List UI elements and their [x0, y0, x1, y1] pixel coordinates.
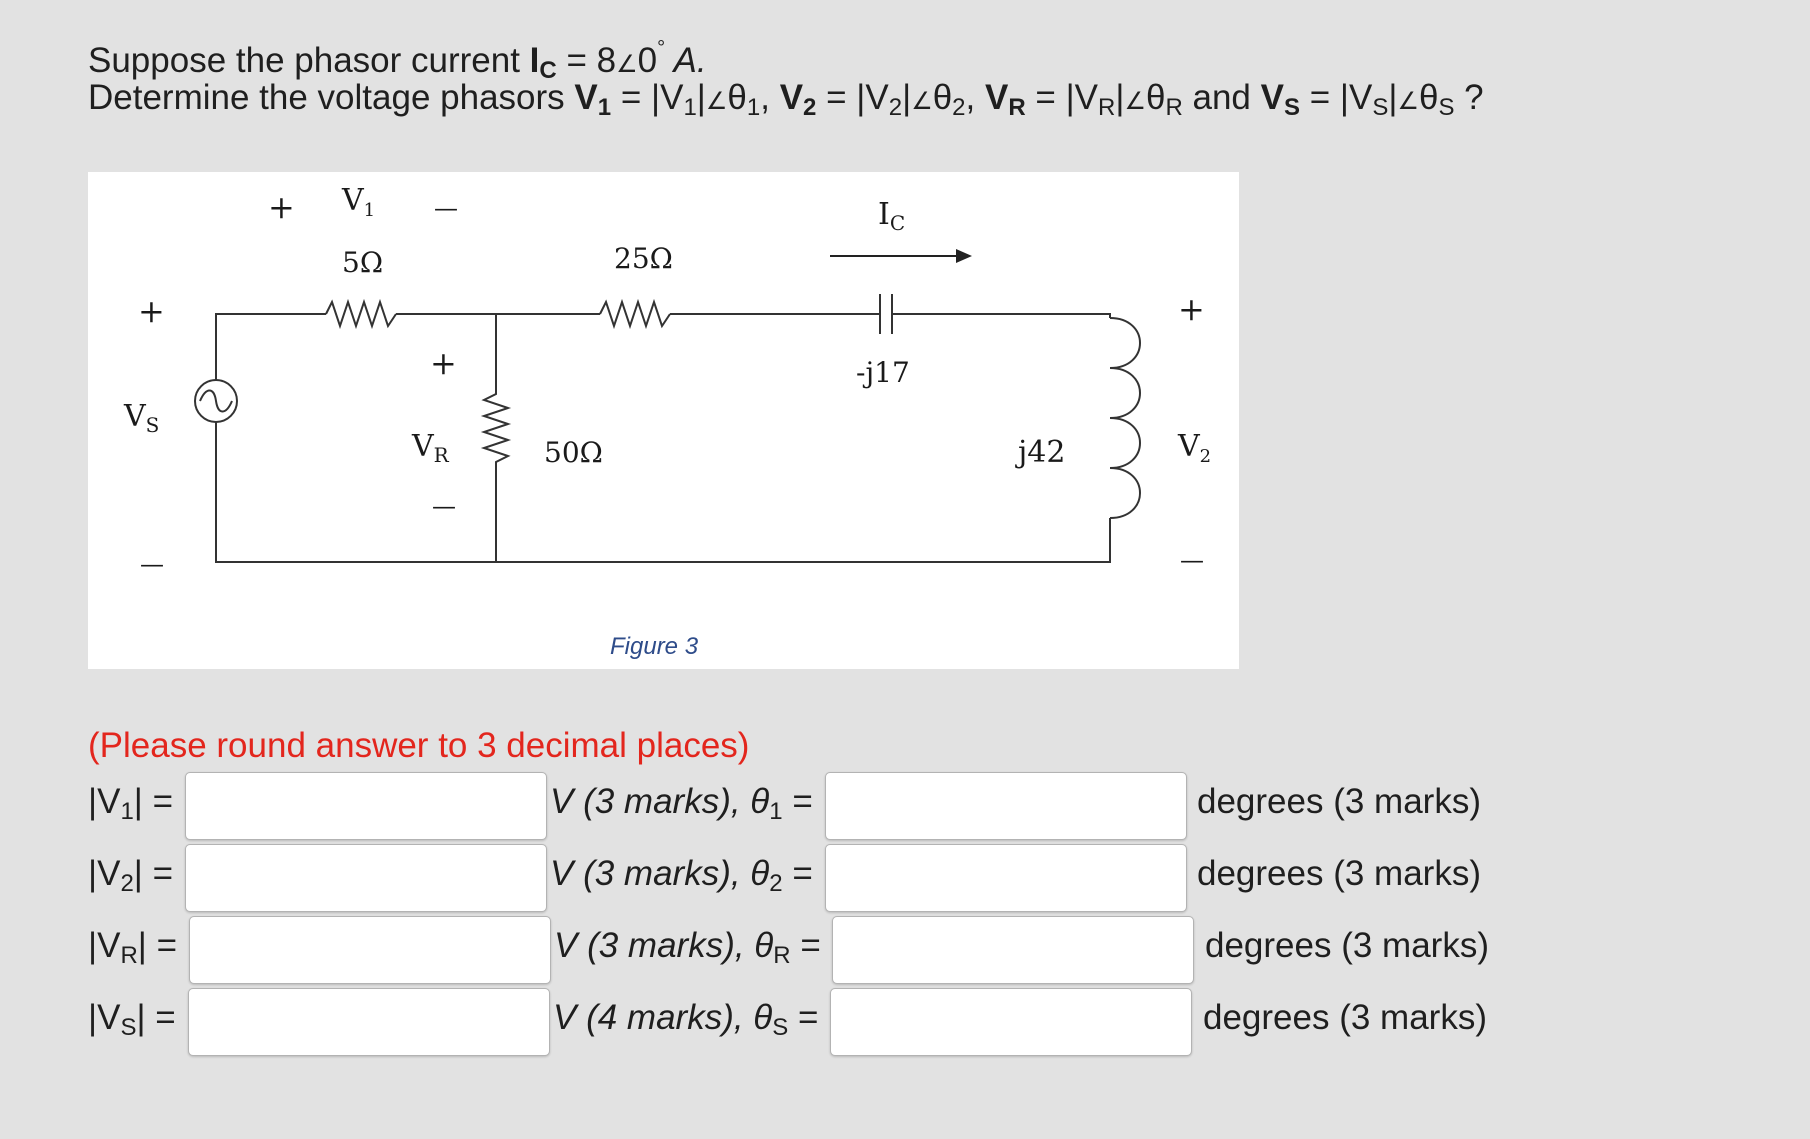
v1-theta: θ: [727, 78, 747, 117]
vs-label: [123, 399, 159, 437]
unit-eq: =: [782, 854, 813, 893]
unit-prefix: V (3 marks), θ: [550, 782, 770, 821]
unit-eq: =: [788, 998, 819, 1037]
vs-symbol-sub: S: [1284, 94, 1301, 121]
unit-text: A.: [665, 41, 707, 80]
vr-label-sub: R: [433, 443, 449, 467]
label-close: | =: [137, 926, 178, 965]
vr-magnitude-input[interactable]: [189, 916, 551, 984]
ic-label: [878, 197, 905, 235]
v2-theta: θ: [932, 78, 953, 117]
vr-symbol: V: [984, 78, 1009, 117]
v1-label-main: V: [342, 183, 364, 218]
angle-symbol: ∠: [911, 88, 933, 115]
theta1-degrees-label: degrees (3 marks): [1197, 782, 1481, 821]
label-sub: 2: [120, 870, 134, 897]
resistor-25-ohm-symbol: [600, 302, 670, 326]
vs-theta: θ: [1418, 78, 1439, 117]
vs-unit-label: [553, 998, 818, 1042]
vs-magnitude-input[interactable]: [188, 988, 550, 1056]
r2-label: 25Ω: [614, 242, 673, 275]
label-sub: 1: [120, 798, 134, 825]
thetar-degrees-label: degrees (3 marks): [1205, 926, 1489, 965]
vr-mag-sub: R: [1098, 94, 1116, 121]
vr-label-main: V: [412, 429, 434, 464]
theta-sub: S: [772, 1014, 789, 1041]
vr-eq: = |V: [1025, 78, 1099, 117]
question-end: ?: [1454, 78, 1484, 117]
unit-prefix: V (3 marks), θ: [550, 854, 770, 893]
circuit-figure: [88, 172, 1239, 669]
unit-eq: =: [790, 926, 821, 965]
v1-magnitude-label: [88, 782, 173, 826]
current-symbol: I: [529, 41, 540, 80]
vs-theta-sub: S: [1438, 94, 1455, 121]
question-text: Determine the voltage phasors: [88, 78, 575, 117]
theta1-input[interactable]: [825, 772, 1187, 840]
vs-minus-sign: —: [140, 550, 164, 578]
ic-label-main: I: [878, 197, 890, 232]
resistor-5-ohm-symbol: [326, 302, 396, 326]
v2-plus-sign: +: [1178, 290, 1205, 328]
label-sub: R: [120, 942, 138, 969]
equals-text: = 8: [556, 41, 617, 80]
vs-magnitude-label: [88, 998, 176, 1042]
angle-symbol: ∠: [616, 51, 638, 78]
rounding-instruction: (Please round answer to 3 decimal places): [88, 726, 750, 765]
separator: ,: [760, 78, 780, 117]
vs-symbol: V: [1260, 78, 1284, 117]
vs-label-main: V: [124, 399, 146, 434]
label-sub: S: [120, 1014, 137, 1041]
vr-magnitude-label: [88, 926, 177, 970]
wire-bottom: [216, 422, 1110, 562]
label-open: |V: [88, 926, 121, 965]
thetar-input[interactable]: [832, 916, 1194, 984]
vr-unit-label: [554, 926, 821, 970]
v2-magnitude-label: [88, 854, 173, 898]
v1-magnitude-input[interactable]: [185, 772, 547, 840]
label-close: | =: [133, 782, 174, 821]
v2-eq: = |V: [816, 78, 889, 117]
v2-label-sub: 2: [1199, 446, 1212, 467]
vr-plus-sign: +: [430, 344, 457, 382]
v2-magnitude-input[interactable]: [185, 844, 547, 912]
capacitor-symbol: [880, 294, 892, 334]
vs-label-sub: S: [145, 413, 160, 437]
r1-label: 5Ω: [342, 246, 384, 279]
unit-prefix: V (4 marks), θ: [553, 998, 773, 1037]
capacitor-label: -j17: [856, 356, 910, 389]
v2-symbol: V: [779, 78, 804, 117]
r3-label: 50Ω: [544, 436, 603, 469]
theta-sub: 2: [769, 870, 783, 897]
v1-plus-sign: +: [268, 188, 295, 226]
v1-label: [341, 183, 375, 221]
theta2-input[interactable]: [825, 844, 1187, 912]
v2-symbol-sub: 2: [803, 94, 817, 121]
vr-theta: θ: [1145, 78, 1166, 117]
vr-label: [411, 429, 450, 467]
degree-symbol: °: [657, 37, 666, 59]
wire-left-top: [216, 314, 326, 380]
vr-symbol-sub: R: [1008, 94, 1026, 121]
v2-unit-label: [550, 854, 813, 898]
circuit-wires: [216, 294, 1140, 562]
separator: ,: [965, 78, 985, 117]
question-line-2: [88, 78, 1484, 128]
vr-minus-sign: —: [432, 492, 456, 520]
thetas-input[interactable]: [830, 988, 1192, 1056]
vr-mid: |: [1115, 78, 1125, 117]
label-close: | =: [136, 998, 176, 1037]
v1-label-sub: 1: [363, 200, 376, 221]
v2-minus-sign: —: [1180, 546, 1204, 574]
question-text: Suppose the phasor current: [88, 41, 530, 80]
figure-caption: Figure 3: [610, 633, 699, 660]
v1-theta-sub: 1: [746, 94, 761, 121]
vs-eq: = |V: [1300, 78, 1373, 117]
v1-mid: |: [696, 78, 706, 117]
label-open: |V: [88, 998, 121, 1037]
v2-mag-sub: 2: [888, 94, 903, 121]
v1-mag-sub: 1: [683, 94, 697, 121]
inductor-symbol: [1110, 318, 1140, 518]
inductor-label: j42: [1018, 435, 1066, 470]
v2-label-main: V: [1178, 429, 1200, 464]
label-close: | =: [133, 854, 174, 893]
angle-symbol: ∠: [705, 88, 728, 115]
v1-eq: = |V: [611, 78, 684, 117]
sine-wave-icon: [200, 391, 232, 412]
theta-sub: 1: [769, 798, 783, 825]
label-open: |V: [88, 782, 121, 821]
angle-symbol: ∠: [1124, 88, 1146, 115]
current-arrow-head: [956, 249, 972, 263]
resistor-50-ohm-symbol: [484, 314, 508, 562]
v1-symbol-sub: 1: [597, 94, 612, 121]
vs-mid: |: [1388, 78, 1398, 117]
vs-plus-sign: +: [138, 292, 165, 330]
angle-symbol: ∠: [1397, 88, 1419, 115]
vr-theta-sub: R: [1165, 94, 1183, 121]
vs-mag-sub: S: [1372, 94, 1389, 121]
current-symbol-sub: C: [539, 57, 557, 84]
v2-theta-sub: 2: [952, 94, 966, 121]
v1-minus-sign: —: [434, 194, 458, 222]
v1-symbol: V: [574, 78, 598, 117]
unit-prefix: V (3 marks), θ: [554, 926, 774, 965]
wire-top-far-right: [892, 314, 1110, 318]
v2-label: [1177, 429, 1211, 467]
and-text: and: [1182, 78, 1261, 117]
label-open: |V: [88, 854, 121, 893]
theta2-degrees-label: degrees (3 marks): [1197, 854, 1481, 893]
v1-unit-label: [550, 782, 813, 826]
theta-sub: R: [773, 942, 791, 969]
ic-label-sub: C: [889, 211, 906, 235]
circuit-diagram: [88, 172, 1239, 669]
angle-value: 0: [637, 41, 658, 80]
v2-mid: |: [902, 78, 912, 117]
unit-eq: =: [782, 782, 813, 821]
thetas-degrees-label: degrees (3 marks): [1203, 998, 1487, 1037]
